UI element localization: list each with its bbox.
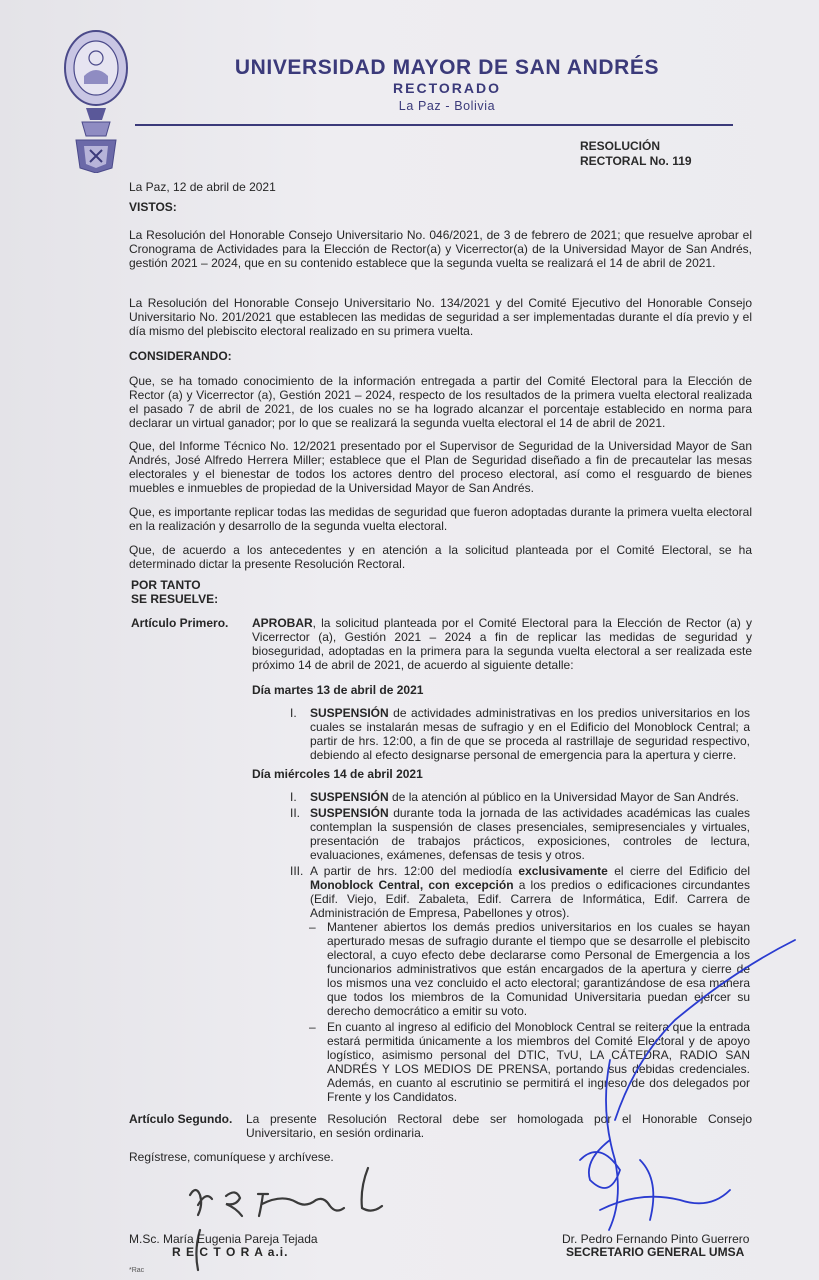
por-tanto: POR TANTO <box>131 578 201 592</box>
list-item-emphasis: Monoblock Central, con excepción <box>310 878 514 892</box>
day-2-list <box>290 790 750 920</box>
left-signatory-name: M.Sc. María Eugenia Pareja Tejada <box>129 1232 318 1246</box>
list-item <box>290 806 750 862</box>
dash-item-text: Mantener abiertos los demás predios universitarios en los cuales se hayan aperturado mesas de sufragio durante el tiempo que se desarrolle el plebiscito electoral, a cuyo efecto debe declararse como Personal de Emergencia a los funcionarios administrativos que están encargados de la apertura y cierre de los mismos una vez concluido el acto electoral; garantizándose de esa manera que todos los miembros de la Comunidad Universitaria puedan ejercer su derecho democrático a emitir su voto. <box>327 920 750 1018</box>
header-divider <box>135 124 733 126</box>
considerando-paragraph-3: Que, es importante replicar todas las medidas de seguridad que fueron adoptadas durante la primera vuelta electoral en la realización y desarrollo de la segunda vuelta electoral. <box>129 505 752 533</box>
list-item-text: durante toda la jornada de las actividades académicas las cuales contemplan la suspensión de clases presenciales, semipresenciales y virtuales, presentación de trabajos prácticos, exposiciones, controles de lectura, evaluaciones, exámenes, defensas de tesis y otros. <box>310 806 750 862</box>
university-name: UNIVERSIDAD MAYOR DE SAN ANDRÉS <box>234 56 660 79</box>
list-item-number: III. <box>290 864 304 878</box>
day-1-heading: Día martes 13 de abril de 2021 <box>252 683 424 697</box>
considerando-paragraph-1: Que, se ha tomado conocimiento de la información entregada a partir del Comité Electoral para la Elección de Rector (a) y Vicerrector (a), Gestión 2021 – 2024, respecto de los resultados de la primera vuelta electoral realizada el pasado 7 de abril de 2021, de los cuales no se ha logrado alcanzar el porcentaje establecido en norma para declarar un virtual ganador; por lo que se realizará la segunda vuelta electoral el 14 de abril de 2021. <box>129 374 752 430</box>
dash-item <box>309 1020 750 1104</box>
closing-formula: Regístrese, comuníquese y archívese. <box>129 1150 334 1164</box>
list-item <box>290 864 750 920</box>
document-date: La Paz, 12 de abril de 2021 <box>129 180 276 194</box>
list-item-text: A partir de hrs. 12:00 del mediodía <box>310 864 519 878</box>
list-item-number: II. <box>290 806 301 820</box>
list-item-lead: SUSPENSIÓN <box>310 790 389 804</box>
list-item-emphasis: exclusivamente <box>518 864 608 878</box>
list-item-lead: SUSPENSIÓN <box>310 706 389 720</box>
article-2-label: Artículo Segundo. <box>129 1112 233 1126</box>
list-item-text: de la atención al público en la Universidad Mayor de San Andrés. <box>388 790 739 804</box>
article-1-body <box>252 616 752 672</box>
dash-bullet: – <box>309 1020 316 1034</box>
university-seal-icon <box>62 28 130 173</box>
list-item-lead: SUSPENSIÓN <box>310 806 389 820</box>
article-1-label: Artículo Primero. <box>131 616 229 630</box>
list-item <box>290 706 750 762</box>
right-signatory-title: SECRETARIO GENERAL UMSA <box>566 1245 745 1259</box>
article-1-lead: APROBAR <box>252 616 313 630</box>
vistos-paragraph-1: La Resolución del Honorable Consejo Universitario No. 046/2021, de 3 de febrero de 2021; que resuelve aprobar el Cronograma de Actividades para la Elección de Rector(a) y Vicerrector(a) de la Universidad Mayor de San Andrés, gestión 2021 – 2024, que en su contenido establece que la segunda vuelta se realizará el 14 de abril de 2021. <box>129 228 752 270</box>
list-item-text: el cierre del Edificio del <box>607 864 750 878</box>
typist-initials-text: *Rac <box>129 1267 145 1274</box>
dash-item-text: En cuanto al ingreso al edificio del Monoblock Central se reitera que la entrada estará permitida únicamente a los miembros del Comité Electoral y de apoyo logístico, asimismo personal del DTIC, TvU, LA CÁTEDRA, RADIO SAN ANDRÉS Y LOS MEDIOS DE PRENSA, portando sus debidas credenciales. Además, en cuanto al escrutinio se permitirá el ingreso de dos delegados por Frente y los Candidatos. <box>327 1020 750 1104</box>
vistos-heading: VISTOS: <box>129 200 177 214</box>
list-item-text: a los predios o edificaciones circundantes (Edif. Viejo, Edif. Zabaleta, Edif. Carrera de Informática, Edif. Carrera de Administración de Empresa, Pabellones y otros). <box>310 878 750 920</box>
resolution-number <box>580 139 692 169</box>
vistos-paragraph-2: La Resolución del Honorable Consejo Universitario No. 134/2021 y del Comité Ejecutivo del Honorable Consejo Universitario No. 201/2021 que establecen las medidas de seguridad a ser implementadas durante el día previo y el día mismo del plebiscito electoral realizado en su primera vuelta. <box>129 296 752 338</box>
office-name: RECTORADO <box>393 80 501 96</box>
right-signatory-name: Dr. Pedro Fernando Pinto Guerrero <box>562 1232 750 1246</box>
considerando-heading: CONSIDERANDO: <box>129 349 232 363</box>
resolution-line1: RESOLUCIÓN <box>580 139 661 153</box>
list-item-number: I. <box>290 790 297 804</box>
resolution-line2: RECTORAL No. 119 <box>580 154 692 168</box>
list-item-number: I. <box>290 706 297 720</box>
day-2-heading: Día miércoles 14 de abril 2021 <box>252 767 423 781</box>
considerando-paragraph-4: Que, de acuerdo a los antecedentes y en atención a la solicitud planteada por el Comité Electoral, se ha determinado dictar la presente Resolución Rectoral. <box>129 543 752 571</box>
article-1-text: , la solicitud planteada por el Comité Electoral para la Elección de Rector (a) y Vicerrector (a), Gestión 2021 – 2024 a fin de replicar las medidas de seguridad y bioseguridad, adoptadas en la primera para la segunda vuelta electoral a ser realizada este próximo 14 de abril de 2021, de acuerdo al siguiente detalle: <box>252 616 752 672</box>
dash-list <box>309 920 750 1106</box>
location: La Paz - Bolivia <box>398 99 496 113</box>
day-1-list <box>290 706 750 762</box>
left-signatory-title: R E C T O R A a.i. <box>172 1245 289 1259</box>
list-item-text: de actividades administrativas en los predios universitarios en los cuales se instalarán mesas de sufragio y en el Edificio del Monoblock Central; a partir de hrs. 12:00, a fin de que se proceda al rastrillaje de seguridad respectivo, debiendo al efecto designarse personal de emergencia para la apertura y cierre. <box>310 706 750 762</box>
article-2-text: La presente Resolución Rectoral debe ser homologada por el Honorable Consejo Universitario, en sesión ordinaria. <box>246 1112 752 1140</box>
dash-item <box>309 920 750 1018</box>
se-resuelve: SE RESUELVE: <box>131 592 219 606</box>
list-item <box>290 790 750 804</box>
considerando-paragraph-2: Que, del Informe Técnico No. 12/2021 presentado por el Supervisor de Seguridad de la Universidad Mayor de San Andrés, José Alfredo Herrera Miller; establece que el Plan de Seguridad diseñado a fin de precautelar las mesas electorales y el bienestar de todos los actores dentro del proceso electoral, así como el resguardo de bienes muebles e inmuebles de propiedad de la Universidad Mayor de San Andrés. <box>129 439 752 495</box>
dash-bullet: – <box>309 920 316 934</box>
